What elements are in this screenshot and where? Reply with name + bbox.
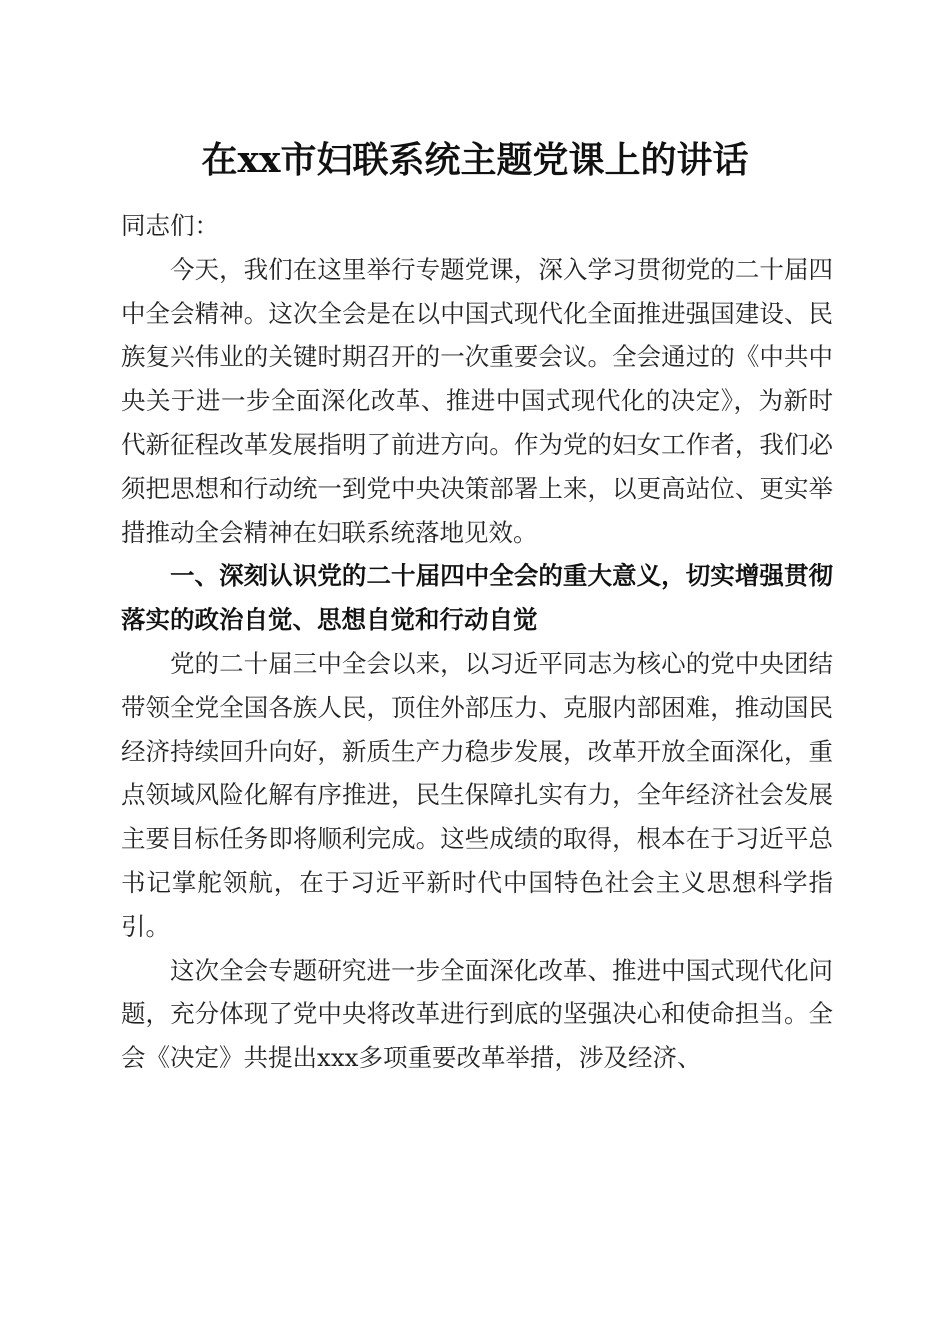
section-heading-1: 一、深刻认识党的二十届四中全会的重大意义，切实增强贯彻落实的政治自觉、思想自觉和行动自觉 [121,561,833,635]
section1-paragraph-1: 党的二十届三中全会以来，以习近平同志为核心的党中央团结带领全党全国各族人民，顶住外部压力、克服内部困难，推动国民经济持续回升向好，新质生产力稳步发展，改革开放全面深化，重点领域风险化解有序推进，民生保障扎实有力，全年经济社会发展主要目标任务即将顺利完成。这些成绩的取得，根本在于习近平总书记掌舵领航，在于习近平新时代中国特色社会主义思想科学指引。 [121,648,833,941]
document-title: 在xx市妇联系统主题党课上的讲话 [201,139,749,181]
intro-paragraph: 今天，我们在这里举行专题党课，深入学习贯彻党的二十届四中全会精神。这次全会是在以中国式现代化全面推进强国建设、民族复兴伟业的关键时期召开的一次重要会议。全会通过的《中共中央关于进一步全面深化改革、推进中国式现代化的决定》，为新时代新征程改革发展指明了前进方向。作为党的妇女工作者，我们必须把思想和行动统一到党中央决策部署上来，以更高站位、更实举措推动全会精神在妇联系统落地见效。 [121,254,833,547]
document-body [121,204,833,1080]
section1-paragraph-2: 这次全会专题研究进一步全面深化改革、推进中国式现代化问题，充分体现了党中央将改革进行到底的坚强决心和使命担当。全会《决定》共提出xxx多项重要改革举措，涉及经济、 [121,955,833,1073]
salutation: 同志们： [121,211,219,240]
